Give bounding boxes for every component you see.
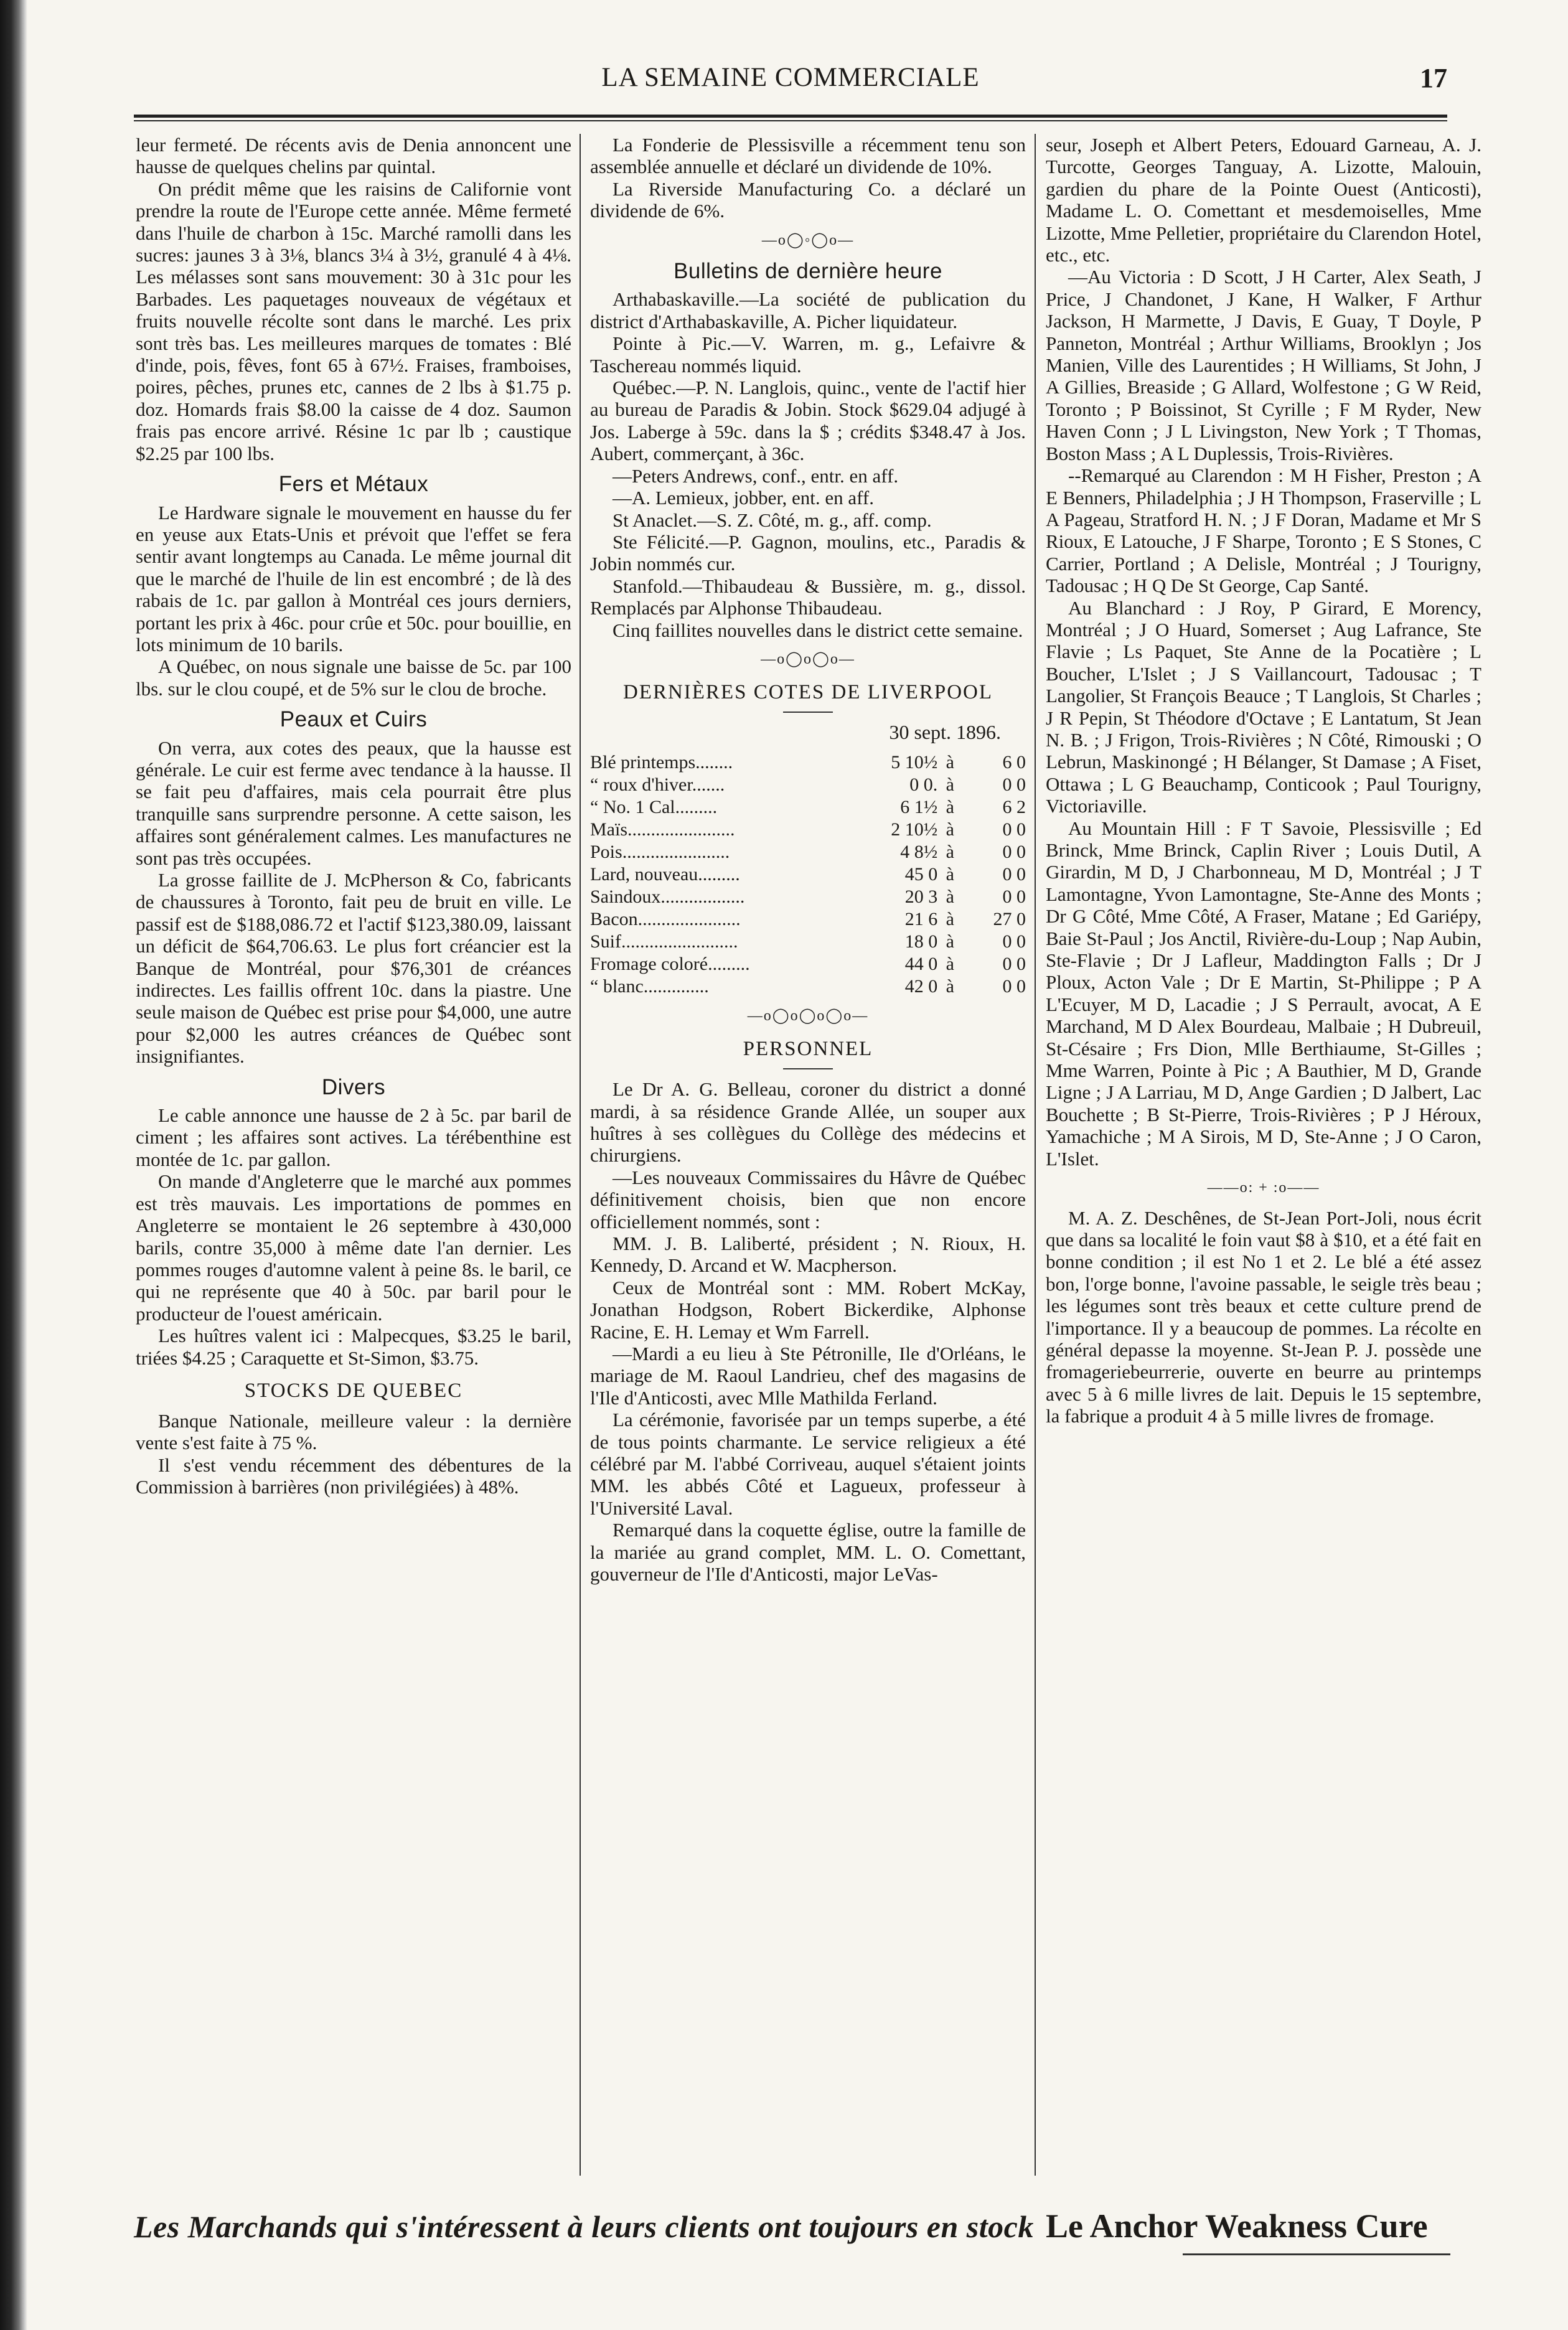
section-heading-peaux: Peaux et Cuirs xyxy=(279,707,428,732)
page-header xyxy=(134,62,1447,100)
price-low: 42 0 xyxy=(904,975,938,997)
price-low: 4 8½ xyxy=(900,841,938,862)
paragraph: Cinq faillites nouvelles dans le district cette semaine. xyxy=(613,619,1023,641)
section-heading-stocks: STOCKS DE QUEBEC xyxy=(244,1379,463,1402)
price-row xyxy=(590,908,1026,931)
price-high: 6 0 xyxy=(1002,751,1026,773)
price-item-name: Saindoux.................. xyxy=(590,886,745,907)
ornament-divider: —o◯o◯o◯o— xyxy=(747,1007,869,1024)
publication-title: LA SEMAINE COMMERCIALE xyxy=(601,63,980,92)
paragraph: La cérémonie, favorisée par un temps superbe, a été de tous points charmante. Le service religieux a été célébré par M. l'abbé Corriveau, auquel s'étaient joints MM. les abbés Côté et Lagueux, professeur à l'Université Laval. xyxy=(590,1409,1026,1519)
price-separator: à xyxy=(946,931,954,952)
paragraph: On prédit même que les raisins de Californie vont prendre la route de l'Europe cette année. Même fermeté dans l'huile de charbon à 15c. Marché ramolli dans les sucres: jaunes 3 à 3⅛, blancs 3¼ à 3½, granulé 4 à 4⅛. Les mélasses sont sans mouvement: 30 à 31c pour les Barbades. Les paquetages nouveaux de végétaux et fruits nouvelle récolte sont dans le marché. Les prix sont très bas. Les meilleures marques de tomates : Blé d'inde, pois, fêves, font 65 à 67½. Fraises, framboises, poires, pêches, prunes etc, cannes de 2 lbs à $1.75 p. doz. Homards frais $8.00 la caisse de 4 doz. Saumon frais pas encore arrivé. Résine 1c par lb ; caustique $2.25 par 100 lbs. xyxy=(136,177,571,464)
liverpool-price-table xyxy=(590,751,1026,998)
paragraph: --Remarqué au Clarendon : M H Fisher, Preston ; A E Benners, Philadelphia ; J H Thompson, Fraserville ; L A Pageau, Stratford H. N. ; J F Doran, Madame et Mr S Rioux, E Latouche, J F Sharpe, Toronto ; E S Stones, C Carrier, Portland ; A Delisle, Montréal ; J Tourigny, Tadousac ; H Q De St George, Cap Santé. xyxy=(1046,464,1481,597)
price-row xyxy=(590,841,1026,863)
price-high: 0 0 xyxy=(1002,931,1026,952)
paragraph: —Mardi a eu lieu à Ste Pétronille, Ile d'Orléans, le mariage de M. Raoul Landrieu, chef des magasins de l'Ile d'Anticosti, avec Mlle Mathilda Ferland. xyxy=(590,1343,1026,1409)
section-heading-bulletins: Bulletins de dernière heure xyxy=(674,259,942,284)
price-row xyxy=(590,796,1026,819)
price-separator: à xyxy=(946,774,954,795)
ornament-divider: ——o: + :o—— xyxy=(1207,1180,1320,1196)
header-rule xyxy=(134,115,1447,121)
paragraph: Au Mountain Hill : F T Savoie, Plessisville ; Ed Brinck, Mme Brinck, Caplin River ; Louis Dutil, A Girardin, M D, J Charbonneau, M D, Montréal ; J T Lamontagne, Yvon Lamontagne, Ste-Anne des Monts ; Dr G Côté, Mme Côté, A Fraser, Matane ; Ed Gariépy, Baie St-Paul ; Jos Anctil, Rivière-du-Loup ; Nap Aubin, Ste-Flavie ; Dr J Lafleur, Maddington Falls ; Dr J Ploux, Acton Vale ; Dr E Martin, St-Philippe ; P A L'Ecuyer, M D, Lacadie ; J S Perrault, avocat, A E Marchand, M D Alex Bourdeau, Malbaie ; H Dubreuil, St-Césaire ; Frs Dion, Mlle Berthiaume, St-Gilles ; Mme Warren, Pointe à Pic ; A Bauthier, M D, Grande Ligne ; J A Larriau, M D, Ange Gardien ; D Jalbert, Lac Bouchette ; B St-Pierre, Trois-Rivières ; P J Héroux, Yamachiche ; M A Sirois, M D, Ste-Anne ; J O Caron, L'Islet. xyxy=(1046,817,1481,1170)
price-item-name: Blé printemps........ xyxy=(590,751,733,773)
price-row xyxy=(590,886,1026,908)
price-low: 21 6 xyxy=(904,908,938,929)
price-low: 5 10½ xyxy=(891,751,938,773)
paragraph: Il s'est vendu récemment des débentures de la Commission à barrières (non privilégiées) à 48%. xyxy=(136,1454,571,1498)
price-low: 6 1½ xyxy=(900,796,938,817)
binding-edge xyxy=(0,0,27,2330)
paragraph: A Québec, on nous signale une baisse de 5c. par 100 lbs. sur le clou coupé, et de 5% sur le clou de broche. xyxy=(136,655,571,700)
price-low: 20 3 xyxy=(904,886,938,907)
paragraph: —Les nouveaux Commissaires du Hâvre de Québec définitivement choisis, bien que non encore officiellement nommés, sont : xyxy=(590,1166,1026,1233)
price-item-name: “ blanc.............. xyxy=(590,975,709,997)
price-item-name: Pois....................... xyxy=(590,841,730,862)
column-2 xyxy=(590,134,1026,2176)
price-high: 0 0 xyxy=(1002,975,1026,997)
quote-date: 30 sept. 1896. xyxy=(889,721,1001,744)
price-high: 0 0 xyxy=(1002,819,1026,840)
paragraph: Le cable annonce une hausse de 2 à 5c. par baril de ciment ; les affaires sont actives. La térébenthine est montée de 1c. par gallon. xyxy=(136,1104,571,1170)
section-heading-fers: Fers et Métaux xyxy=(278,472,429,497)
price-item-name: Fromage coloré......... xyxy=(590,953,750,974)
paragraph: —Au Victoria : D Scott, J H Carter, Alex Seath, J Price, J Chandonet, J Kane, H Walker, F Arthur Jackson, H Marmette, J Davis, E Guay, T Doyle, P Panneton, Montréal ; Arthur Williams, Brooklyn ; Jos Manien, Ville des Laurentides ; H Williams, St John, J A Gillies, Breaside ; G Allard, Wolfestone ; G W Reid, Toronto ; P Boissinot, St Cyrille ; F M Ryder, New Haven Conn ; J L Livingston, New York ; T Thomas, Boston Mass ; A L Duplessis, Trois-Rivières. xyxy=(1046,266,1481,464)
price-high: 0 0 xyxy=(1002,953,1026,974)
paragraph: On mande d'Angleterre que le marché aux pommes est très mauvais. Les importations de pommes en Angleterre se montaient le 26 septembre à 430,000 barils, contre 35,000 à même date l'an dernier. Les pommes rouges d'automne valent à peine 8s. le baril, ce qui ne représente que 40 à 50c. par baril pour le producteur de l'ouest américain. xyxy=(136,1170,571,1325)
paragraph: Pointe à Pic.—V. Warren, m. g., Lefaivre & Taschereau nommés liquid. xyxy=(590,332,1026,377)
column-1 xyxy=(136,134,571,2176)
paragraph: Québec.—P. N. Langlois, quinc., vente de l'actif hier au bureau de Paradis & Jobin. Stock $629.04 adjugé à Jos. Laberge à 59c. dans la $ ; crédits $348.47 à Jos. Aubert, commerçant, à 36c. xyxy=(590,377,1026,465)
paragraph: —Peters Andrews, conf., entr. en aff. xyxy=(613,464,899,487)
price-separator: à xyxy=(946,908,954,929)
price-low: 2 10½ xyxy=(891,819,938,840)
price-item-name: Suif......................... xyxy=(590,931,738,952)
paragraph: seur, Joseph et Albert Peters, Edouard Garneau, A. J. Turcotte, Georges Tanguay, A. Lizotte, Malouin, gardien du phare de la Pointe Ouest (Anticosti), Madame L. O. Comettant et mesdemoiselles, Mme Lizotte, Mme Pelletier, propriétaire du Clarendon Hotel, etc., etc. xyxy=(1046,134,1481,266)
section-heading-liverpool: DERNIÈRES COTES DE LIVERPOOL xyxy=(622,681,993,704)
footer-underline xyxy=(1183,2253,1450,2255)
price-high: 0 0 xyxy=(1002,863,1026,885)
price-row xyxy=(590,819,1026,841)
price-separator: à xyxy=(946,819,954,840)
price-low: 18 0 xyxy=(904,931,938,952)
price-low: 0 0. xyxy=(909,774,938,795)
price-item-name: “ No. 1 Cal......... xyxy=(590,796,718,817)
paragraph: Au Blanchard : J Roy, P Girard, E Morency, Montréal ; J O Huard, Somerset ; Aug Lafrance, Ste Flavie ; Ls Paquet, Ste Anne de la Pocatière ; L Boucher, L'Islet ; J S Vaillancourt, Tadousac ; T Langolier, St François Beauce ; T Langlois, St Charles ; J R Pepin, St Théodore d'Octave ; E Lantatum, St Jean N. B. ; J Frigon, Trois-Rivières ; N Côté, Rimouski ; O Lebrun, Maskinongé ; H Bélanger, St Damase ; A Fiset, Ottawa ; L G Beauchamp, Conticook ; Paul Tourigny, Victoriaville. xyxy=(1046,596,1481,817)
ornament-divider: —o◯o◯o— xyxy=(761,651,855,667)
paragraph: Ste Félicité.—P. Gagnon, moulins, etc., Paradis & Jobin nommés cur. xyxy=(590,530,1026,575)
price-high: 6 2 xyxy=(1002,796,1026,817)
paragraph: La Riverside Manufacturing Co. a déclaré un dividende de 6%. xyxy=(590,177,1026,222)
price-row xyxy=(590,975,1026,998)
paragraph: Le Dr A. G. Belleau, coroner du district a donné mardi, à sa résidence Grande Allée, un souper aux huîtres à ses collègues du Collège des médecins et chirurgiens. xyxy=(590,1078,1026,1167)
column-divider xyxy=(580,134,581,2176)
price-low: 44 0 xyxy=(904,953,938,974)
price-item-name: Bacon...................... xyxy=(590,908,741,929)
price-separator: à xyxy=(946,886,954,907)
price-row xyxy=(590,953,1026,975)
short-rule xyxy=(783,1068,833,1069)
price-high: 0 0 xyxy=(1002,774,1026,795)
paragraph: Ceux de Montréal sont : MM. Robert McKay, Jonathan Hodgson, Robert Bickerdike, Alphonse Racine, E. H. Lemay et Wm Farrell. xyxy=(590,1276,1026,1343)
price-separator: à xyxy=(946,953,954,974)
price-row xyxy=(590,931,1026,953)
paragraph: La Fonderie de Plessisville a récemment tenu son assemblée annuelle et déclaré un dividende de 10%. xyxy=(590,134,1026,178)
column-3 xyxy=(1046,134,1481,2176)
paragraph: Le Hardware signale le mouvement en hausse du fer en yeuse aux Etats-Unis et prévoit que l'effet se fera sentir avant longtemps au Canada. Le même journal dit que le marché de l'huile de lin est encombré ; de là des rabais de 1c. par gallon à Montréal ces jours derniers, portant les prix à 46c. pour crûe et 50c. pour bouillie, en lots minimum de 10 barils. xyxy=(136,501,571,655)
advertisement-footer xyxy=(134,2207,1453,2257)
paragraph: M. A. Z. Deschênes, de St-Jean Port-Joli, nous écrit que dans sa localité le foin vaut $8 à $10, et a été fait en bonne condition ; il est No 1 et 2. Le blé a été assez bon, l'orge bonne, l'avoine passable, le seigle très beau ; les légumes sont très beaux et cette culture prend de l'importance. Il y a beaucoup de pommes. La récolte en général depasse la moyenne. St-Jean P. J. possède une fromageriebeurrerie, ouverte en beurre au printemps avec 5 à 6 mille livres de lait. Depuis le 15 septembre, la fabrique a produit 4 à 5 mille livres de fromage. xyxy=(1046,1206,1481,1427)
footer-brand: Le Anchor Weakness Cure xyxy=(1045,2207,1428,2245)
paragraph: leur fermeté. De récents avis de Denia annoncent une hausse de quelques chelins par quintal. xyxy=(136,134,571,178)
paragraph: Arthabaskaville.—La société de publication du district d'Arthabaskaville, A. Picher liquidateur. xyxy=(590,288,1026,332)
short-rule xyxy=(783,712,833,713)
paragraph: —A. Lemieux, jobber, ent. en aff. xyxy=(613,487,874,509)
price-row xyxy=(590,751,1026,774)
paragraph: MM. J. B. Laliberté, président ; N. Rioux, H. Kennedy, D. Arcand et W. Macpherson. xyxy=(590,1233,1026,1277)
price-row xyxy=(590,863,1026,886)
section-heading-divers: Divers xyxy=(321,1074,386,1099)
paragraph: St Anaclet.—S. Z. Côté, m. g., aff. comp. xyxy=(613,509,932,531)
paragraph: Remarqué dans la coquette église, outre la famille de la mariée au grand complet, MM. L. O. Comettant, gouverneur de l'Ile d'Anticosti, major LeVas- xyxy=(590,1519,1026,1585)
price-item-name: Maïs....................... xyxy=(590,819,735,840)
paragraph: Banque Nationale, meilleure valeur : la dernière vente s'est faite à 75 %. xyxy=(136,1409,571,1454)
page-number: 17 xyxy=(1420,63,1447,93)
price-separator: à xyxy=(946,796,954,817)
price-row xyxy=(590,774,1026,796)
price-item-name: Lard, nouveau......... xyxy=(590,863,740,885)
ornament-divider: —o◯◦◯o— xyxy=(761,232,855,248)
price-separator: à xyxy=(946,751,954,773)
price-high: 0 0 xyxy=(1002,841,1026,862)
footer-slogan: Les Marchands qui s'intéressent à leurs clients ont toujours en stock xyxy=(134,2209,1034,2244)
paragraph: Stanfold.—Thibaudeau & Bussière, m. g., dissol. Remplacés par Alphonse Thibaudeau. xyxy=(590,575,1026,619)
paragraph: La grosse faillite de J. McPherson & Co, fabricants de chaussures à Toronto, fait peu de bruit en ville. Le passif est de $188,086.72 et l'actif $123,380.09, laissant un déficit de $64,706.63. Le plus fort créancier est la Banque de Montréal, pour $76,301 de créances indirectes. Les faillis offrent 10c. dans la piastre. Une seule maison de Québec est prise pour $4,000, une autre pour $2,000 les autres créances de Québec sont insignifiantes. xyxy=(136,869,571,1068)
price-high: 0 0 xyxy=(1002,886,1026,907)
section-heading-personnel: PERSONNEL xyxy=(743,1038,873,1061)
price-separator: à xyxy=(946,863,954,885)
price-high: 27 0 xyxy=(993,908,1026,929)
price-separator: à xyxy=(946,975,954,997)
paragraph: On verra, aux cotes des peaux, que la hausse est générale. Le cuir est ferme avec tendance à la hausse. Il se fait peu d'affaires, mais cela pourrait être plus tranquille sans surprendre personne. A cette saison, les affaires sont généralement calmes. Les manufactures ne sont pas très occupées. xyxy=(136,736,571,869)
column-divider xyxy=(1035,134,1036,2176)
price-low: 45 0 xyxy=(904,863,938,885)
paragraph: Les huîtres valent ici : Malpecques, $3.25 le baril, triées $4.25 ; Caraquette et St-Simon, $3.75. xyxy=(136,1325,571,1369)
price-item-name: “ roux d'hiver....... xyxy=(590,774,725,795)
price-separator: à xyxy=(946,841,954,862)
